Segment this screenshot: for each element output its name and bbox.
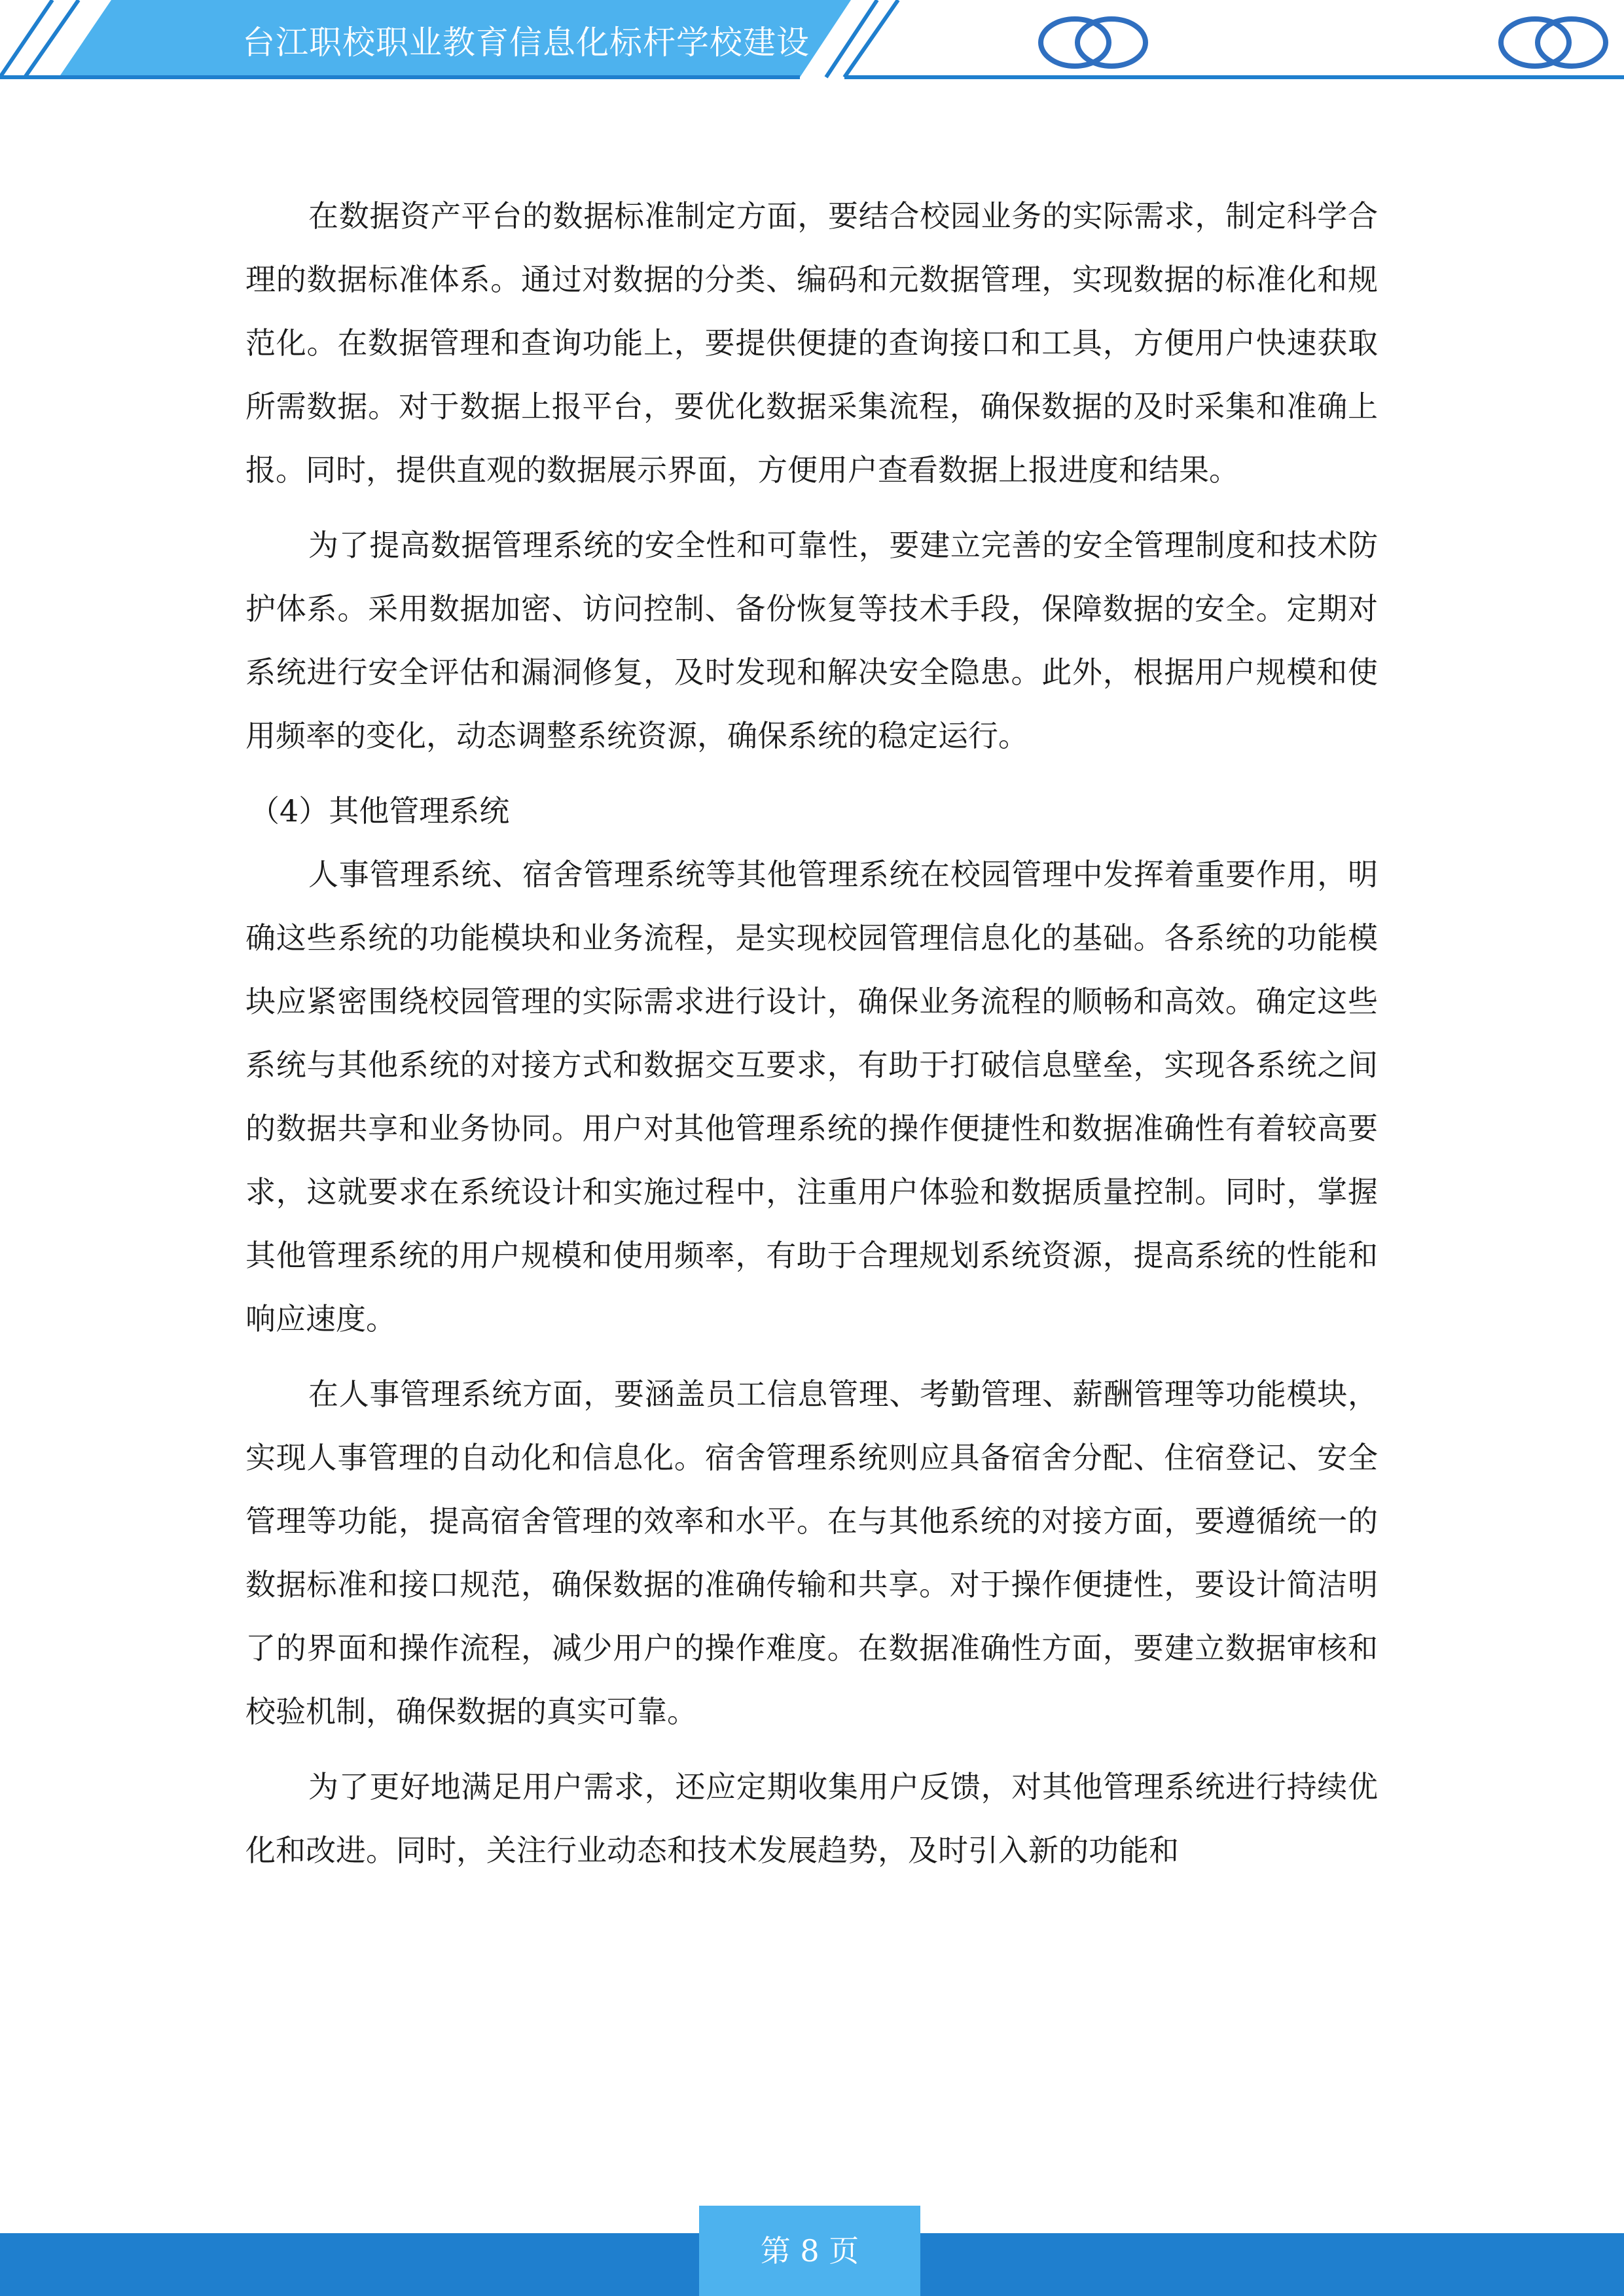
paragraph: 为了提高数据管理系统的安全性和可靠性，要建立完善的安全管理制度和技术防护体系。采用数据加密、访问控制、备份恢复等技术手段，保障数据的安全。定期对系统进行安全评估和漏洞修复，及时发现和解决安全隐患。此外，根据用户规模和使用频率的变化，动态调整系统资源，确保系统的稳定运行。 [245, 528, 1378, 753]
document-body [245, 185, 1378, 1894]
page-number: 第 8 页 [699, 2206, 920, 2296]
double-ring-icon [1494, 14, 1612, 71]
paragraph: 为了更好地满足用户需求，还应定期收集用户反馈，对其他管理系统进行持续优化和改进。同时，关注行业动态和技术发展趋势，及时引入新的功能和 [245, 1769, 1378, 1868]
paragraph: 在人事管理系统方面，要涵盖员工信息管理、考勤管理、薪酬管理等功能模块，实现人事管理的自动化和信息化。宿舍管理系统则应具备宿舍分配、住宿登记、安全管理等功能，提高宿舍管理的效率和水平。在与其他系统的对接方面，要遵循统一的数据标准和接口规范，确保数据的准确传输和共享。对于操作便捷性，要设计简洁明了的界面和操作流程，减少用户的操作难度。在数据准确性方面，要建立数据审核和校验机制，确保数据的真实可靠。 [245, 1376, 1378, 1729]
paragraph: 人事管理系统、宿舍管理系统等其他管理系统在校园管理中发挥着重要作用，明确这些系统的功能模块和业务流程，是实现校园管理信息化的基础。各系统的功能模块应紧密围绕校园管理的实际需求进行设计，确保业务流程的顺畅和高效。确定这些系统与其他系统的对接方式和数据交互要求，有助于打破信息壁垒，实现各系统之间的数据共享和业务协同。用户对其他管理系统的操作便捷性和数据准确性有着较高要求，这就要求在系统设计和实施过程中，注重用户体验和数据质量控制。同时，掌握其他管理系统的用户规模和使用频率，有助于合理规划系统资源，提高系统的性能和响应速度。 [245, 857, 1378, 1336]
header-title: 台江职校职业教育信息化标杆学校建设 [242, 24, 810, 62]
section-heading: （4）其他管理系统 [249, 793, 510, 829]
double-ring-icon [1034, 14, 1152, 71]
paragraph: 在数据资产平台的数据标准制定方面，要结合校园业务的实际需求，制定科学合理的数据标准体系。通过对数据的分类、编码和元数据管理，实现数据的标准化和规范化。在数据管理和查询功能上，要提供便捷的查询接口和工具，方便用户快速获取所需数据。对于数据上报平台，要优化数据采集流程，确保数据的及时采集和准确上报。同时，提供直观的数据展示界面，方便用户查看数据上报进度和结果。 [245, 198, 1378, 488]
